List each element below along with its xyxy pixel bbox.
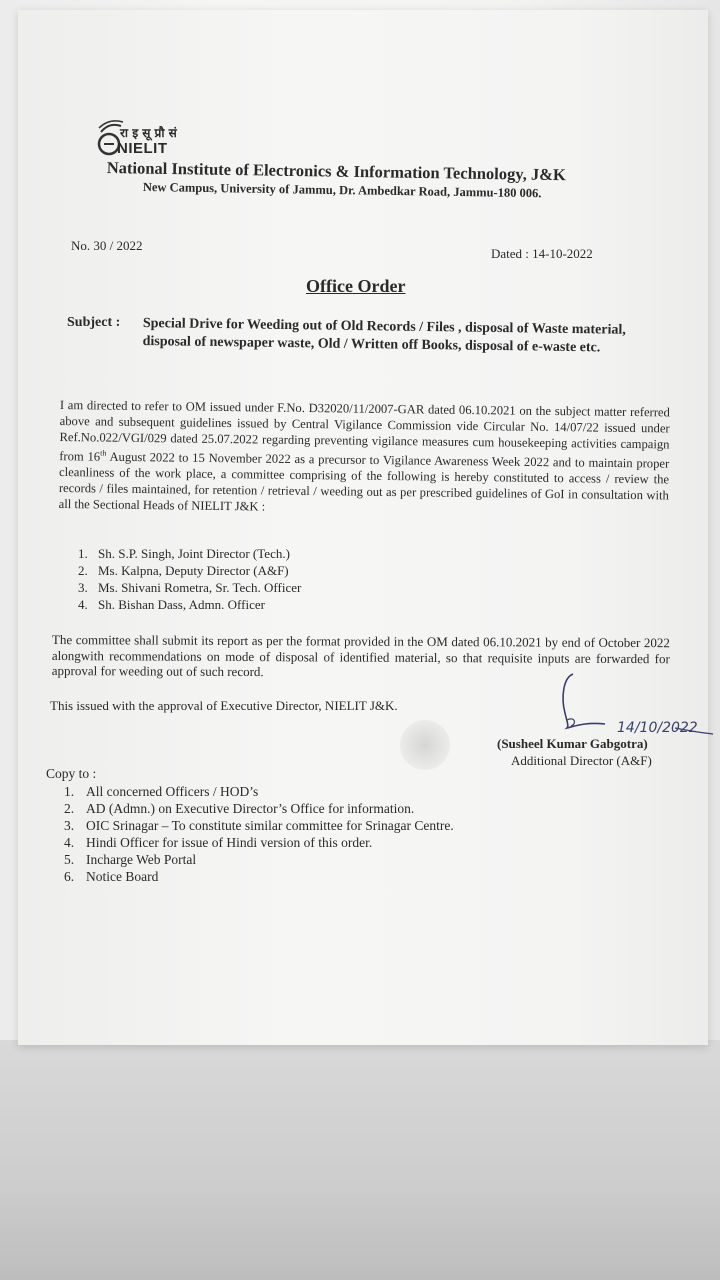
signatory-name: (Susheel Kumar Gabgotra) [497, 736, 648, 751]
body-paragraph-2: The committee shall submit its report as per the format provided in the OM dated 06.10.2021 by end of October 2022 alongwith recommendations on mode of disposal of identified material, so that requisite inputs are forwarded for approval for weeding out of such record. [51, 632, 670, 680]
signatory-designation: Additional Director (A&F) [511, 753, 652, 768]
copy-to-list [64, 783, 454, 885]
list-number: 4. [64, 835, 75, 850]
list-item [64, 851, 454, 868]
list-number: 1. [64, 784, 75, 799]
list-text: Incharge Web Portal [86, 852, 197, 867]
list-number: 3. [78, 580, 88, 595]
list-text: Ms. Kalpna, Deputy Director (A&F) [98, 563, 289, 578]
list-item [64, 783, 454, 800]
list-item [64, 834, 454, 851]
page-title: Office Order [306, 276, 406, 296]
list-item [64, 800, 454, 817]
list-item [78, 579, 301, 596]
body-paragraph-1 [59, 398, 670, 520]
list-number: 6. [64, 869, 75, 884]
institute-address: New Campus, University of Jammu, Dr. Ambedkar Road, Jammu-180 006. [142, 180, 542, 201]
list-text: All concerned Officers / HOD’s [86, 784, 259, 799]
list-number: 2. [78, 563, 88, 578]
paragraph-1-part-b: August 2022 to 15 November 2022 as a precursor to Vigilance Awareness Week 2022 and to maintain proper cleanliness of the work place, a committee comprising of the following is hereby constituted to access / review the records / files maintained, for retention / retrieval / weeding out as per prescribed guidelines of GoI in consultation with all the Sectional Heads of NIELIT J&K : [58, 450, 670, 514]
list-number: 5. [64, 852, 75, 867]
list-item [78, 562, 301, 579]
paragraph-1-superscript: th [100, 448, 107, 458]
list-text: AD (Admn.) on Executive Director’s Office for information. [86, 801, 415, 816]
date-line: Dated : 14-10-2022 [491, 246, 593, 261]
subject-label: Subject : [67, 315, 121, 330]
copy-to-label: Copy to : [46, 766, 97, 781]
list-text: Sh. Bishan Dass, Admn. Officer [98, 597, 265, 612]
body-paragraph-3: This issued with the approval of Executive Director, NIELIT J&K. [50, 698, 398, 713]
list-number: 3. [64, 818, 75, 833]
list-item [64, 817, 454, 834]
list-text: Notice Board [86, 869, 159, 884]
list-number: 2. [64, 801, 75, 816]
list-text: OIC Srinagar – To constitute similar committee for Srinagar Centre. [86, 818, 454, 833]
institute-name: National Institute of Electronics & Information Technology, J&K [106, 158, 566, 185]
list-item [78, 596, 301, 613]
reference-number: No. 30 / 2022 [71, 238, 143, 253]
smudge-mark [400, 720, 450, 770]
list-text: Ms. Shivani Rometra, Sr. Tech. Officer [98, 580, 302, 595]
list-text: Hindi Officer for issue of Hindi version of this order. [86, 835, 373, 850]
list-item [78, 545, 301, 562]
list-number: 4. [78, 597, 88, 612]
handwritten-date: 14/10/2022 [617, 720, 698, 736]
logo-text: NIELIT [117, 140, 168, 157]
committee-member-list [78, 545, 301, 613]
subject-text: Special Drive for Weeding out of Old Records / Files , disposal of Waste material, disposal of newspaper waste, Old / Written off Books, disposal of e-waste etc. [142, 315, 626, 356]
list-text: Sh. S.P. Singh, Joint Director (Tech.) [98, 546, 290, 561]
list-number: 1. [78, 546, 88, 561]
list-item [64, 868, 454, 885]
background-bottom [0, 1040, 720, 1280]
logo-hindi-text: रा इ सू प्रौ सं [120, 126, 177, 140]
paragraph-1-part-a: I am directed to refer to OM issued under F.No. D32020/11/2007-GAR dated 06.10.2021 on the subject matter referred above and subsequent guidelines issued by Central Vigilance Commission vide Circular No. 14/07/22 issued under Ref.No.022/VGI/029 dated 25.07.2022 regarding preventing vigilance measures cum housekeeping activities campaign from 16 [59, 398, 670, 465]
